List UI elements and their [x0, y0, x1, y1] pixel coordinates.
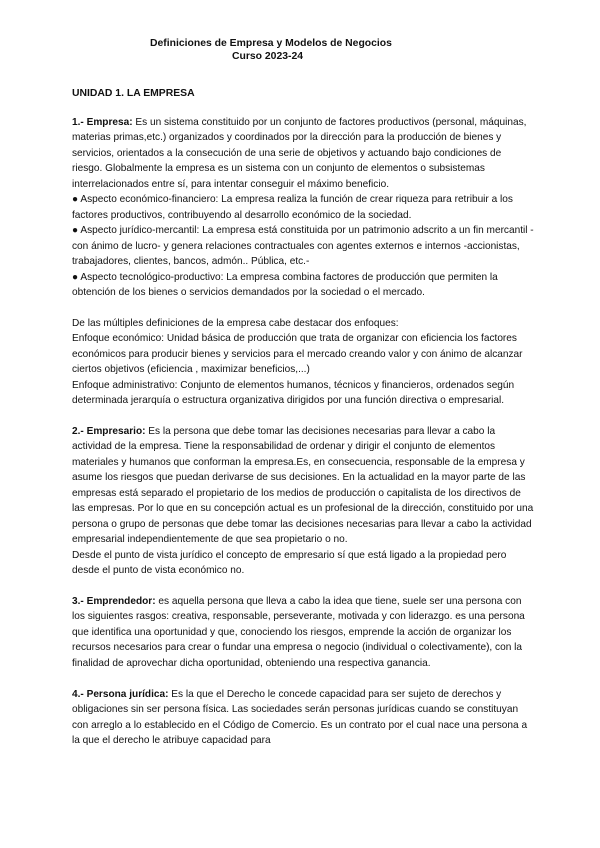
spacer — [72, 409, 534, 424]
bullet-juridico-mercantil: ● Aspecto jurídico-mercantil: La empresa está constituida por un patrimonio adscrito a un fin mercantil -con ánimo de lucro- y genera relaciones contractuales con agentes externos e internos -accionistas, trabajadores, clientes, bancos, admón.. Pública, etc.- — [72, 225, 534, 268]
section-empresario — [72, 424, 534, 548]
definition-persona-juridica: Es la que el Derecho le concede capacidad para ser sujeto de derechos y obligaciones sin ser persona física. Las sociedades serán personas jurídicas cuando se constituyan con arreglo a lo establecido en el Código de Comercio. Es un contrato por el cual nace una persona a la que el derecho le atribuye capacidad para — [72, 688, 528, 747]
section-empresa — [72, 115, 534, 192]
term-empresario: 2.- Empresario: — [72, 426, 146, 438]
section-persona-juridica — [72, 687, 534, 749]
definition-empresa: Es un sistema constituido por un conjunto de factores productivos (personal, máquinas, materias primas,etc.) organizados y coordinados por la dirección para la producción de bienes y servicios, orientados a la consecución de una serie de objetivos y actuando bajo condiciones de riesgo. Globalmente la empresa es un sistema con un conjunto de elementos o subsistemas interrelacionados entre sí, para intentar conseguir el máximo beneficio. — [72, 117, 527, 190]
section-emprendedor — [72, 594, 534, 671]
spacer — [72, 579, 534, 594]
document-body — [72, 115, 534, 749]
empresario-juridico-note: Desde el punto de vista jurídico el concepto de empresario sí que está ligado a la propiedad pero desde el punto de vista económico no. — [72, 549, 507, 577]
definition-empresario: Es la persona que debe tomar las decisiones necesarias para llevar a cabo la actividad de la empresa. Tiene la responsabilidad de ordenar y dirigir el conjunto de elementos materiales y humanos que conforman la empresa.Es, en consecuencia, responsable de la empresa y asume los riesgos que puedan derivarse de sus decisiones. En la actualidad en la mayor parte de las empresas está separado el propietario de los medios de producción o capitalista de los directivos de las empresas. Por lo que en su concepción actual es un profesional de la dirección, constituido por una persona o grupo de personas que debe tomar las decisiones necesarias para llevar a cabo la actividad empresarial independientemente de que sea propietario o no. — [72, 426, 534, 546]
enfoque-administrativo: Enfoque administrativo: Conjunto de elementos humanos, técnicos y financieros, ordenados según determinada jerarquía o estructura organizativa dirigidos por una función directiva o empresarial. — [72, 379, 515, 407]
spacer — [72, 671, 534, 686]
document-header — [0, 37, 600, 63]
term-empresa: 1.- Empresa: — [72, 117, 133, 128]
bullet-economico-financiero: ● Aspecto económico-financiero: La empresa realiza la función de crear riqueza para retribuir a los factores productivos, contribuyendo al desarrollo económico de la sociedad. — [72, 194, 513, 221]
unit-heading: UNIDAD 1. LA EMPRESA — [72, 88, 195, 99]
document-title: Definiciones de Empresa y Modelos de Negocios — [150, 38, 392, 49]
definition-emprendedor: es aquella persona que lleva a cabo la idea que tiene, suele ser una persona con los siguientes rasgos: creativa, responsable, perseverante, motivada y con liderazgo. es una persona que identifica una oportunidad y que, conociendo los riesgos, emprende la acción de organizar los recursos necesarios para crear o fundar una empresa o negocio (individual o colectivamente), con la finalidad de aprovechar dicha oportunidad, obteniendo una respectiva ganancia. — [72, 596, 525, 669]
enfoques-intro: De las múltiples definiciones de la empresa cabe destacar dos enfoques: — [72, 317, 399, 329]
enfoque-economico: Enfoque económico: Unidad básica de producción que trata de organizar con eficiencia los factores económicos para producir bienes y servicios para el mercado creando valor y con ánimo de alcanzar ciertos objetivos (eficiencia , maximizar beneficios,...) — [72, 333, 523, 376]
bullet-tecnologico-productivo: ● Aspecto tecnológico-productivo: La empresa combina factores de producción que permiten la obtención de los bienes o servicios demandados por la sociedad o el mercado. — [72, 271, 498, 298]
term-persona-juridica: 4.- Persona jurídica: — [72, 688, 169, 700]
term-emprendedor: 3.- Emprendedor: — [72, 596, 156, 607]
course-label: Curso 2023-24 — [232, 51, 304, 62]
spacer — [72, 300, 534, 315]
